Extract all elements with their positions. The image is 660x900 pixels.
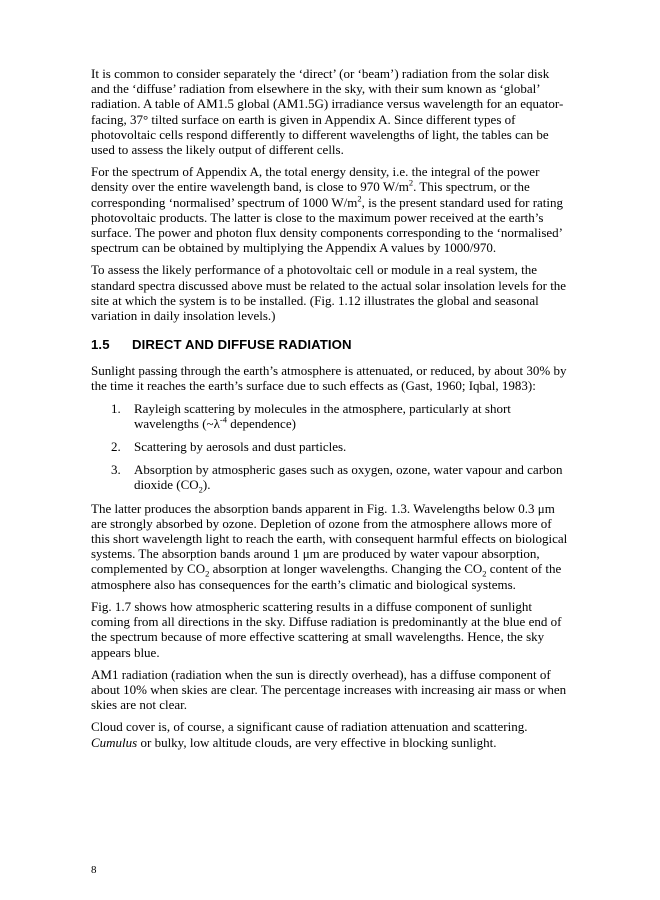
paragraph-attenuation: Sunlight passing through the earth’s atmosphere is attenuated, or reduced, by about 30% by the time it reaches the earth’s surface due to such effects as (Gast, 1960; Iqbal, 1983): bbox=[91, 363, 567, 394]
subscript: 2 bbox=[482, 569, 487, 580]
list-item bbox=[91, 401, 569, 431]
text-run: Scattering by aerosols and dust particles. bbox=[134, 439, 347, 455]
paragraph-absorption-bands bbox=[91, 501, 569, 592]
list-number: 2. bbox=[111, 439, 121, 455]
text-run: The latter produces the absorption bands apparent in Fig. 1.3. Wavelengths below 0.3 μm are strongly absorbed by ozone. Depletion of ozone from the atmosphere allows more of this short wavelength light to reach the earth, with consequent harmful effects on biological systems. The absorption bands around 1 μm are produced by water vapour absorption, complemented by CO bbox=[91, 500, 568, 577]
superscript: 2 bbox=[357, 193, 362, 204]
text-run: Absorption by atmospheric gases such as oxygen, ozone, water vapour and carbon dioxide (CO bbox=[134, 462, 563, 493]
subscript: 2 bbox=[205, 569, 210, 580]
text-run: For the spectrum of Appendix A, the total energy density, i.e. the integral of the power density over the entire wavelength band, is close to 970 W/m bbox=[91, 164, 540, 195]
paragraph-spectrum-energy-density bbox=[91, 164, 569, 255]
text-run: Rayleigh scattering by molecules in the atmosphere, particularly at short wavelengths (~λ bbox=[134, 400, 511, 431]
text-run: dependence) bbox=[227, 415, 296, 431]
paragraph-am1-radiation: AM1 radiation (radiation when the sun is directly overhead), has a diffuse component of about 10% when skies are clear. The percentage increases with increasing air mass or when skies are not clear. bbox=[91, 666, 567, 713]
section-heading bbox=[91, 337, 569, 353]
paragraph-cloud-cover bbox=[91, 719, 569, 749]
text-run: Cloud cover is, of course, a significant cause of radiation attenuation and scattering. bbox=[91, 719, 528, 735]
superscript: -4 bbox=[219, 414, 227, 425]
paragraph-diffuse-component: Fig. 1.7 shows how atmospheric scattering results in a diffuse component of sunlight coming from all directions in the sky. Diffuse radiation is predominantly at the blue end of the spectrum because of more effective scattering at small wavelengths. Hence, the sky appears blue. bbox=[91, 598, 562, 660]
page-body bbox=[91, 66, 569, 757]
text-run: , is the present standard used for rating photovoltaic products. The latter is close to the maximum power received at the earth’s surface. The power and photon flux density components corresponding to the ‘normalised’ spectrum can be obtained by multiplying the Appendix A values by 1000/970. bbox=[91, 194, 564, 256]
superscript: 2 bbox=[408, 178, 414, 189]
text-run: or bulky, low altitude clouds, are very effective in blocking sunlight. bbox=[137, 734, 497, 750]
section-number: 1.5 bbox=[91, 337, 110, 353]
text-run: . This spectrum, or the corresponding ‘normalised’ spectrum of 1000 W/m bbox=[91, 179, 530, 210]
text-run: ). bbox=[202, 477, 211, 493]
attenuation-causes-list bbox=[91, 400, 569, 496]
list-number: 1. bbox=[111, 400, 121, 416]
subscript: 2 bbox=[198, 485, 203, 496]
paragraph-global-radiation: It is common to consider separately the ‘direct’ (or ‘beam’) radiation from the solar disk and the ‘diffuse’ radiation from elsewhere in the sky, with their sum known as ‘global’ radiation. A table of AM1.5 global (AM1.5G) irradiance versus wavelength for an equator-facing, 37° tilted surface on earth is given in Appendix A. Since different types of photovoltaic cells respond differently to different wavelengths of light, the tables can be used to assess the likely output of different cells. bbox=[91, 66, 564, 158]
text-run: content of the atmosphere also has consequences for the earth’s climatic and biological systems. bbox=[91, 561, 562, 592]
emphasis-cumulus: Cumulus bbox=[91, 734, 138, 750]
section-title: DIRECT AND DIFFUSE RADIATION bbox=[132, 337, 352, 353]
text-run: absorption at longer wavelengths. Changing the CO bbox=[209, 561, 483, 577]
page-number: 8 bbox=[91, 864, 97, 876]
list-item bbox=[91, 462, 569, 496]
list-number: 3. bbox=[111, 462, 121, 478]
list-item bbox=[91, 439, 569, 454]
paragraph-insolation-levels: To assess the likely performance of a photovoltaic cell or module in a real system, the standard spectra discussed above must be related to the actual solar insolation levels for the site at which the system is to be installed. (Fig. 1.12 illustrates the global and seasonal variation in daily insolation levels.) bbox=[91, 262, 567, 324]
